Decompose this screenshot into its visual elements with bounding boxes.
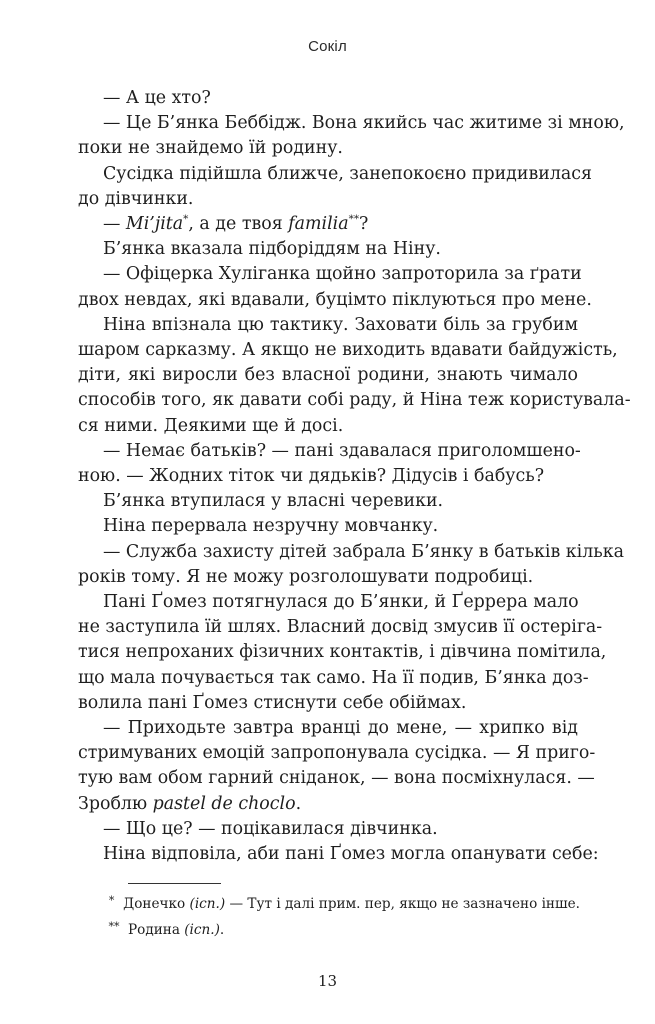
- text-line: Ніна перервала незручну мовчанку.: [103, 516, 439, 537]
- text-line: Б’янка втупилася у власні черевики.: [103, 491, 444, 512]
- text-line: — Приходьте завтра вранці до мене, — хрипко від: [103, 718, 578, 739]
- text-line: — Mi’jita*, а де твоя familia**?: [103, 213, 369, 235]
- text-line: — А це хто?: [103, 88, 211, 108]
- text-line: що мала почувається так само. На її подив, Б’янка доз-: [78, 667, 589, 688]
- footnote-divider: [128, 883, 221, 884]
- footnote-mark: **: [108, 920, 120, 933]
- text-line: до дівчинки.: [78, 188, 194, 209]
- paragraph: [78, 313, 631, 439]
- paragraph: [78, 86, 578, 111]
- paragraph: [78, 817, 578, 842]
- footnote-mark: *: [108, 894, 115, 907]
- text-line: способів того, як давати собі раду, й Ніна теж користувала-: [78, 390, 631, 411]
- body-text: [78, 86, 631, 867]
- text-line: Ніна впізнала цю тактику. Заховати біль за грубим: [103, 314, 578, 335]
- text-line: — Офіцерка Хуліганка щойно запроторила за ґрати: [103, 264, 582, 285]
- text-line: волила пані Ґомез стиснути себе обіймах.: [78, 692, 467, 713]
- paragraph: [78, 716, 596, 817]
- text-line: двох невдах, які вдавали, буцімто піклуються про мене.: [78, 289, 592, 310]
- paragraph: [78, 111, 625, 161]
- text-line: Ніна відповіла, аби пані Ґомез могла опанувати себе:: [103, 844, 599, 865]
- paragraph: [78, 439, 581, 489]
- footnote-text: Донечко (ісп.) — Тут і далі прим. пер, якщо не зазначено інше.: [123, 896, 580, 912]
- paragraph: [78, 514, 578, 539]
- text-line: поки не знайдемо їй родину.: [78, 138, 343, 159]
- text-line: — Служба захисту дітей забрала Б’янку в батьків кілька: [103, 541, 624, 562]
- text-line: Пані Ґомез потягнулася до Б’янки, й Ґеррера мало: [103, 592, 579, 613]
- text-line: не заступила їй шлях. Власний досвід змусив її остеріга-: [78, 617, 603, 638]
- paragraph: [78, 540, 624, 590]
- page-number: 13: [317, 972, 338, 990]
- text-line: шаром сарказму. А якщо не виходить вдавати байдужість,: [78, 340, 618, 361]
- paragraph: [78, 237, 578, 262]
- footnote-text: Родина (ісп.).: [128, 922, 225, 938]
- paragraph: [78, 489, 578, 514]
- paragraph: [78, 162, 592, 212]
- footnote: [100, 917, 580, 943]
- footnotes: [100, 891, 580, 943]
- text-line: тую вам обом гарний сніданок, — вона посміхнулася. —: [78, 768, 595, 789]
- paragraph: [78, 212, 578, 237]
- text-line: — Що це? — поцікавилася дівчинка.: [103, 818, 438, 839]
- text-line: Зроблю pastel de choclo.: [78, 793, 302, 814]
- paragraph: [78, 842, 599, 867]
- text-line: — Це Б’янка Беббідж. Вона якийсь час житиме зі мною,: [103, 113, 625, 134]
- paragraph: [78, 590, 607, 716]
- text-line: тися непроханих фізичних контактів, і дівчина помітила,: [78, 642, 607, 663]
- running-head: Сокіл: [308, 38, 347, 55]
- paragraph: [78, 262, 592, 312]
- footnote: [100, 891, 580, 917]
- text-line: — Немає батьків? — пані здавалася приголомшено-: [103, 440, 581, 461]
- text-line: Сусідка підійшла ближче, занепокоєно придивилася: [103, 163, 592, 184]
- text-line: Б’янка вказала підборіддям на Ніну.: [103, 239, 441, 260]
- text-line: ся ними. Деякими ще й досі.: [78, 415, 344, 436]
- text-line: діти, які виросли без власної родини, знають чимало: [78, 365, 578, 386]
- text-line: років тому. Я не можу розголошувати подробиці.: [78, 566, 534, 587]
- text-line: ною. — Жодних тіток чи дядьків? Дідусів і бабусь?: [78, 466, 545, 487]
- text-line: стримуваних емоцій запропонувала сусідка. — Я приго-: [78, 743, 596, 764]
